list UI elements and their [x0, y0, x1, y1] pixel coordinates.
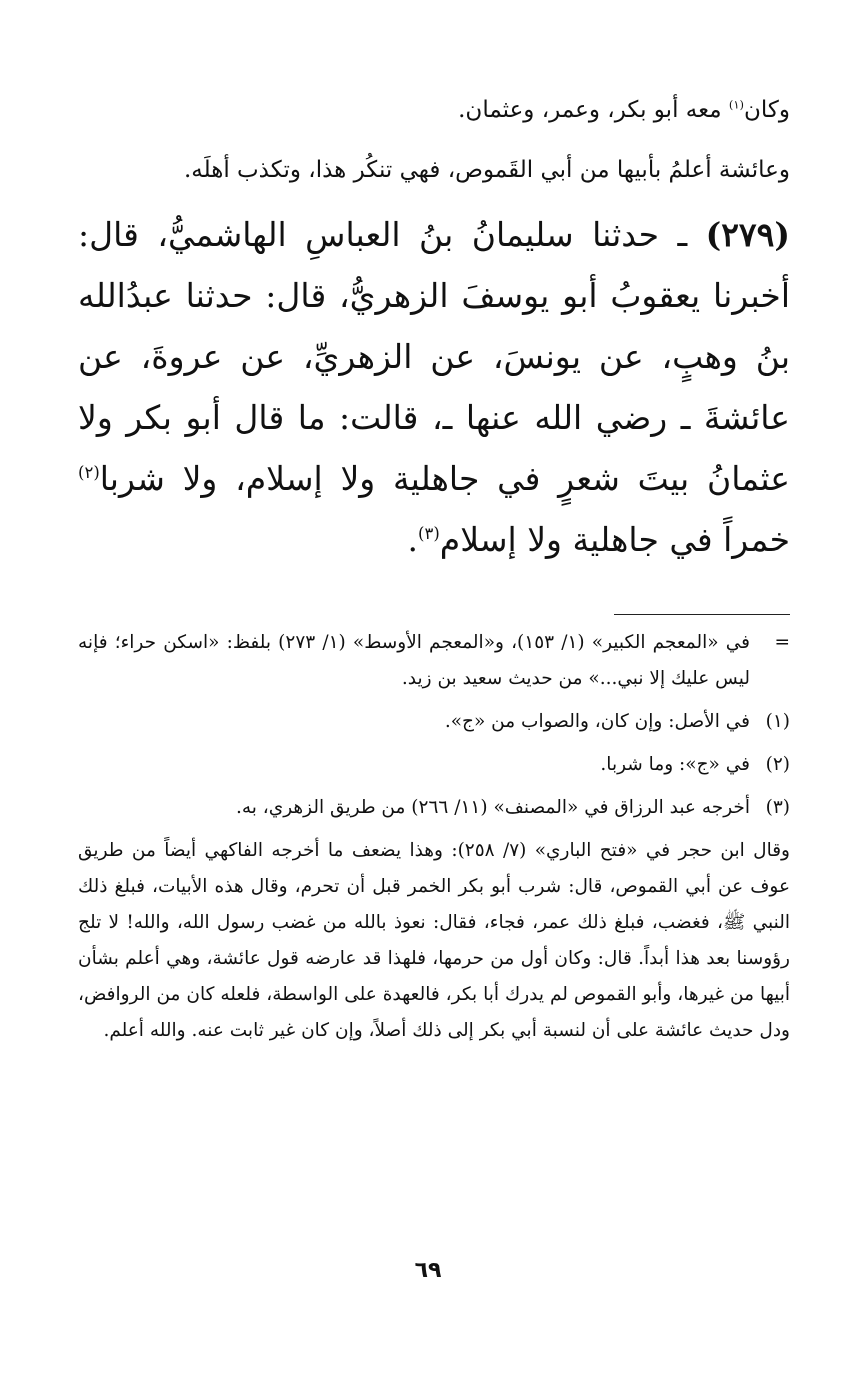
- footnote-2: [78, 747, 790, 783]
- page-content: [78, 80, 790, 1056]
- lead-line-1-after: معه أبو بكر، وعمر، وعثمان.: [458, 97, 729, 123]
- footnotes-section: [78, 625, 790, 1049]
- lead-line-1: [78, 80, 790, 140]
- footnote-divider: [614, 614, 790, 615]
- footnote-1-marker: (١): [765, 711, 790, 732]
- footnote-2-marker: (٢): [765, 754, 790, 775]
- footnote-ref-1[interactable]: (١): [728, 97, 745, 112]
- footnote-3: [78, 790, 790, 826]
- footnote-3-continued: [78, 833, 790, 1049]
- hadith-text-b: خمراً في جاهلية ولا إسلام: [439, 520, 790, 559]
- footnote-ref-2[interactable]: (٢): [78, 463, 100, 482]
- hadith-text-a: ـ حدثنا سليمانُ بنُ العباسِ الهاشميُّ، قال: أخبرنا يعقوبُ أبو يوسفَ الزهريُّ، قال: حدثنا عبدُالله بنُ وهبٍ، عن يونسَ، عن الزهريِّ، عن عروةَ، عن عائشةَ ـ رضي الله عنها ـ، قالت: ما قال أبو بكر ولا عثمانُ بيتَ شعرٍ في جاهلية ولا إسلام، ولا شربا: [78, 215, 790, 498]
- footnote-3-continued-text: وقال ابن حجر في «فتح الباري» (٧/ ٢٥٨): وهذا يضعف ما أخرجه الفاكهي أيضاً من طريق عوف عن أبي القموص، قال: شرب أبو بكر الخمر قبل أن تحرم، وقال هذه الأبيات، فبلغ ذلك النبي ﷺ، فغضب، فبلغ ذلك عمر، فجاء، فقال: نعوذ بالله من غضب رسول الله، والله! لا تلج رؤوسنا بعد هذا أبداً. قال: وكان أول من حرمها، فلهذا قد عارضه قول عائشة، وهي أعلم بشأن أبيها من غيرها، وأبو القموص لم يدرك أبا بكر، فالعهدة على الواسطة، فلعله كان من الروافض، ودل حديث عائشة على أن لنسبة أبي بكر إلى ذلك أصلاً، وإن كان غير ثابت عنه. والله أعلم.: [78, 840, 790, 1041]
- hadith-number: (٢٧٩): [705, 215, 790, 254]
- page-number: ٦٩: [414, 1258, 442, 1283]
- footnote-1-text: في الأصل: وإن كان، والصواب من «ج».: [444, 711, 750, 732]
- footnote-3-marker: (٣): [765, 797, 790, 818]
- lead-line-2: وعائشة أعلمُ بأبيها من أبي القَموص، فهي تنكُر هذا، وتكذب أهلَه.: [183, 157, 790, 183]
- hadith-text-c: .: [407, 520, 419, 559]
- footnote-continuation-text: في «المعجم الكبير» (١/ ١٥٣)، و«المعجم الأوسط» (١/ ٢٧٣) بلفظ: «اسكن حراء؛ فإنه ليس عليك إلا نبي...» من حديث سعيد بن زيد.: [78, 632, 750, 689]
- footnote-1: [78, 704, 790, 740]
- footnote-continuation: [78, 625, 790, 697]
- hadith-paragraph: [78, 204, 790, 570]
- footnote-continuation-marker: =: [774, 632, 790, 653]
- footnote-ref-3[interactable]: (٣): [418, 524, 440, 543]
- footnote-3-text: أخرجه عبد الرزاق في «المصنف» (١١/ ٢٦٦) من طريق الزهري، به.: [235, 797, 750, 818]
- footnote-2-text: في «ج»: وما شربا.: [600, 754, 750, 775]
- lead-line-1-before: وكان: [744, 97, 790, 123]
